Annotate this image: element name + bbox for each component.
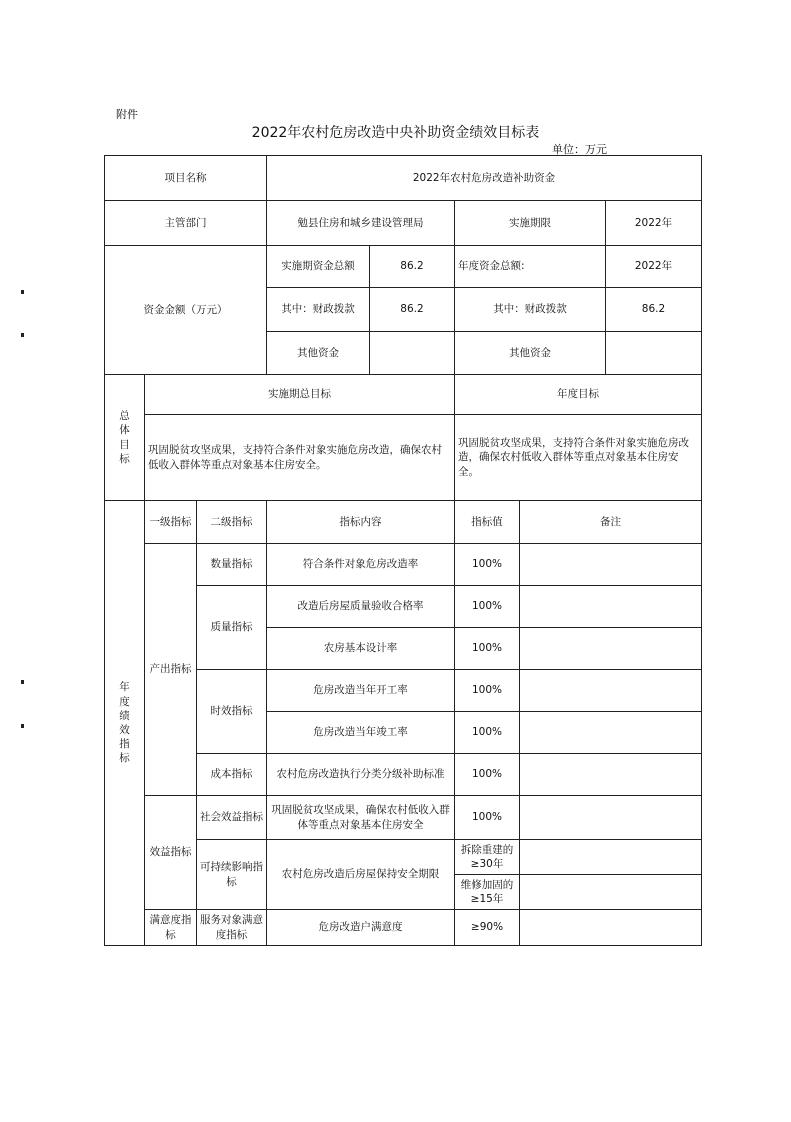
level1-satisfaction: 满意度指标 bbox=[145, 910, 197, 946]
indicator-value-secondary: 维修加固的≥15年 bbox=[455, 875, 520, 910]
indicator-header-value: 指标值 bbox=[455, 501, 520, 544]
indicator-header-content: 指标内容 bbox=[267, 501, 455, 544]
indicator-value: 100% bbox=[455, 712, 520, 754]
funds-annual-fiscal-value: 86.2 bbox=[606, 288, 702, 332]
indicator-content: 危房改造户满意度 bbox=[267, 910, 455, 946]
level2-sustain: 可持续影响指标 bbox=[197, 840, 267, 910]
funds-annual-other-label: 其他资金 bbox=[455, 332, 606, 375]
indicator-remark bbox=[520, 875, 702, 910]
indicator-header-remark: 备注 bbox=[520, 501, 702, 544]
indicator-value: 拆除重建的≥30年 bbox=[455, 840, 520, 875]
level2-timeliness: 时效指标 bbox=[197, 670, 267, 754]
indicator-content: 农村危房改造后房屋保持安全期限 bbox=[267, 840, 455, 910]
funds-annual-fiscal-label: 其中：财政拨款 bbox=[455, 288, 606, 332]
attachment-label: 附件 bbox=[116, 108, 138, 121]
level1-benefit: 效益指标 bbox=[145, 796, 197, 910]
period-goal-header: 实施期总目标 bbox=[145, 375, 455, 415]
project-name-label: 项目名称 bbox=[105, 156, 267, 201]
indicator-header-level2: 二级指标 bbox=[197, 501, 267, 544]
indicator-value: 100% bbox=[455, 754, 520, 796]
funds-fiscal-label: 其中：财政拨款 bbox=[267, 288, 370, 332]
funds-other-value bbox=[370, 332, 455, 375]
indicator-remark bbox=[520, 712, 702, 754]
indicator-content: 巩固脱贫攻坚成果，确保农村低收入群体等重点对象基本住房安全 bbox=[267, 796, 455, 840]
indicator-content: 农村危房改造执行分类分级补助标准 bbox=[267, 754, 455, 796]
indicator-value: 100% bbox=[455, 586, 520, 628]
funds-annual-other-value bbox=[606, 332, 702, 375]
funds-other-label: 其他资金 bbox=[267, 332, 370, 375]
indicator-remark bbox=[520, 586, 702, 628]
indicator-value: 100% bbox=[455, 670, 520, 712]
indicator-value: 100% bbox=[455, 544, 520, 586]
indicator-content: 符合条件对象危房改造率 bbox=[267, 544, 455, 586]
indicator-remark bbox=[520, 754, 702, 796]
indicator-content: 危房改造当年竣工率 bbox=[267, 712, 455, 754]
indicator-remark bbox=[520, 910, 702, 946]
overall-goal-label: 总体目标 bbox=[105, 375, 145, 501]
indicator-remark bbox=[520, 670, 702, 712]
dept-label: 主管部门 bbox=[105, 201, 267, 246]
level2-quantity: 数量指标 bbox=[197, 544, 267, 586]
funds-annual-total-label: 年度资金总额: bbox=[455, 246, 606, 288]
indicator-remark bbox=[520, 796, 702, 840]
level2-service: 服务对象满意度指标 bbox=[197, 910, 267, 946]
indicator-content: 危房改造当年开工率 bbox=[267, 670, 455, 712]
level2-cost: 成本指标 bbox=[197, 754, 267, 796]
indicator-value: ≥90% bbox=[455, 910, 520, 946]
scan-mark bbox=[21, 333, 24, 337]
scan-mark bbox=[21, 724, 24, 728]
annual-indicators-label: 年度绩效指标 bbox=[105, 501, 145, 946]
annual-goal-text: 巩固脱贫攻坚成果，支持符合条件对象实施危房改造，确保农村低收入群体等重点对象基本住房安全。 bbox=[455, 415, 702, 501]
indicator-remark bbox=[520, 840, 702, 875]
funds-total-value: 86.2 bbox=[370, 246, 455, 288]
level2-quality: 质量指标 bbox=[197, 586, 267, 670]
annual-goal-header: 年度目标 bbox=[455, 375, 702, 415]
funds-total-label: 实施期资金总额 bbox=[267, 246, 370, 288]
project-name-value: 2022年农村危房改造补助资金 bbox=[267, 156, 702, 201]
document-title: 2022年农村危房改造中央补助资金绩效目标表 bbox=[251, 125, 540, 141]
indicator-header-level1: 一级指标 bbox=[145, 501, 197, 544]
level2-social: 社会效益指标 bbox=[197, 796, 267, 840]
indicator-remark bbox=[520, 544, 702, 586]
indicator-value: 100% bbox=[455, 796, 520, 840]
period-goal-text: 巩固脱贫攻坚成果，支持符合条件对象实施危房改造，确保农村低收入群体等重点对象基本住房安全。 bbox=[145, 415, 455, 501]
indicator-content: 改造后房屋质量验收合格率 bbox=[267, 586, 455, 628]
unit-label: 单位：万元 bbox=[552, 143, 607, 156]
performance-target-table bbox=[104, 155, 702, 946]
level1-output: 产出指标 bbox=[145, 544, 197, 796]
funds-annual-total-value: 2022年 bbox=[606, 246, 702, 288]
funds-fiscal-value: 86.2 bbox=[370, 288, 455, 332]
dept-value: 勉县住房和城乡建设管理局 bbox=[267, 201, 455, 246]
indicator-content: 农房基本设计率 bbox=[267, 628, 455, 670]
indicator-remark bbox=[520, 628, 702, 670]
indicator-value: 100% bbox=[455, 628, 520, 670]
scan-mark bbox=[21, 290, 24, 294]
period-label: 实施期限 bbox=[455, 201, 606, 246]
funds-label: 资金金额（万元） bbox=[105, 246, 267, 375]
scan-mark bbox=[21, 680, 24, 684]
period-value: 2022年 bbox=[606, 201, 702, 246]
